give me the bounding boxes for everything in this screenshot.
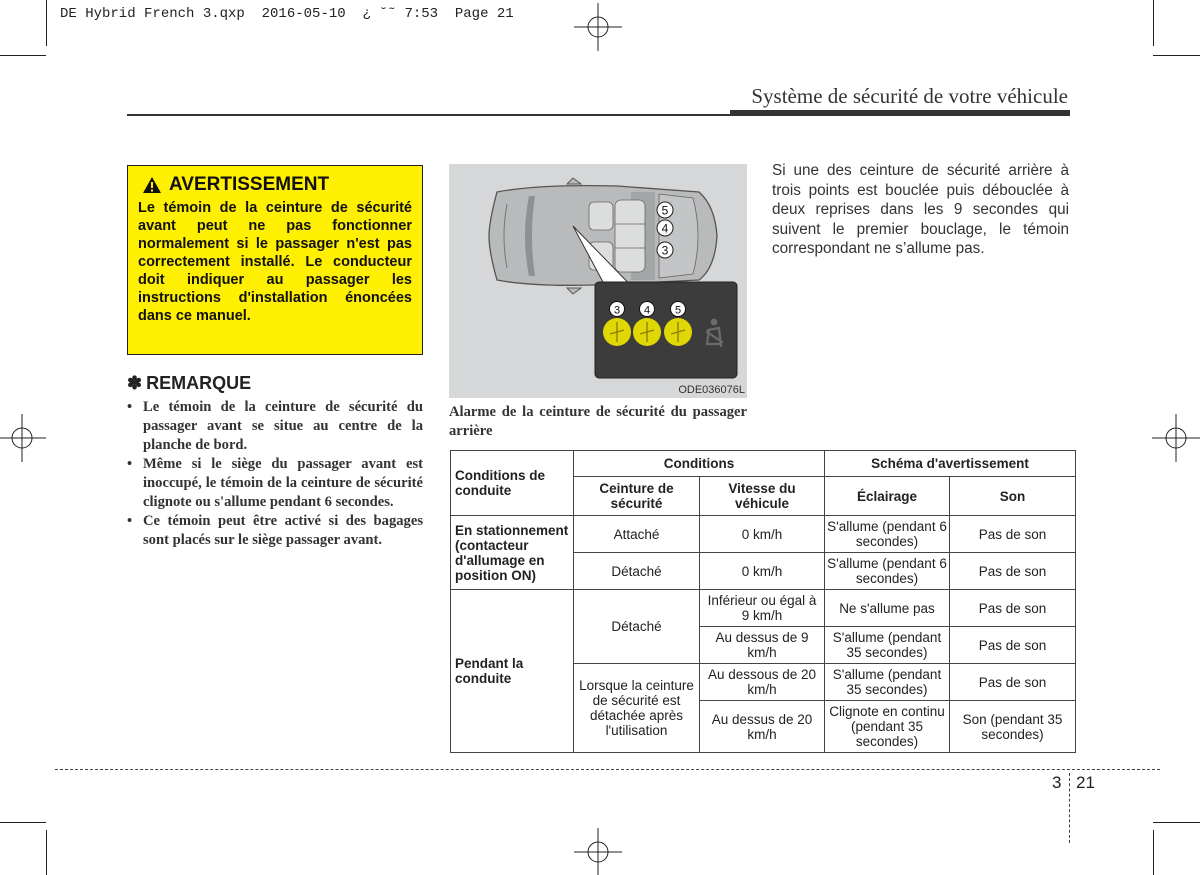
cell-light: S'allume (pendant 6 secondes) xyxy=(825,553,950,590)
cell-light: S'allume (pendant 35 secondes) xyxy=(825,664,950,701)
figure-code: ODE036076L xyxy=(678,384,745,396)
cell-belt: Lorsque la ceinture de sécurité est détachée après l'utilisation xyxy=(574,664,700,753)
crop-mark-top-left-v xyxy=(46,0,47,46)
indicator-label-5: 5 xyxy=(674,304,682,317)
seat-label-4: 4 xyxy=(661,221,669,236)
remark-heading xyxy=(127,373,251,394)
cell-speed: Au dessous de 20 km/h xyxy=(700,664,825,701)
crop-mark-top-right-v xyxy=(1153,0,1154,46)
header-driving-conditions: Conditions de conduite xyxy=(451,451,574,516)
crop-mark-bottom-left-v xyxy=(46,830,47,875)
crop-mark-top-left-h xyxy=(0,55,46,56)
footer-dashed-divider xyxy=(1069,773,1070,843)
registration-target-right-icon xyxy=(1152,414,1200,462)
body-paragraph: Si une des ceinture de sécurité arrière à trois points est bouclée puis débouclée à deux reprises dans les 9 secondes qui suivent le premier bouclage, le témoin correspondant ne s’allume pas. xyxy=(772,162,1069,257)
seat-label-3: 3 xyxy=(661,243,669,258)
cell-speed: Inférieur ou égal à 9 km/h xyxy=(700,590,825,627)
cell-speed: Au dessus de 20 km/h xyxy=(700,701,825,753)
cell-speed: 0 km/h xyxy=(700,553,825,590)
chapter-number: 3 xyxy=(1052,773,1062,792)
indicator-label-3: 3 xyxy=(613,304,621,317)
warning-box xyxy=(127,165,423,355)
cell-light: S'allume (pendant 35 secondes) xyxy=(825,627,950,664)
cell-belt: Attaché xyxy=(574,516,700,553)
rear-belt-figure xyxy=(449,164,747,398)
warning-conditions-table xyxy=(450,450,1076,753)
crop-mark-top-right-h xyxy=(1153,55,1200,56)
header-belt: Ceinture de sécurité xyxy=(574,477,700,516)
crop-mark-bottom-right-h xyxy=(1153,822,1200,823)
cell-light: S'allume (pendant 6 secondes) xyxy=(825,516,950,553)
indicator-label-4: 4 xyxy=(643,304,651,317)
cell-light: Clignote en continu (pendant 35 secondes) xyxy=(825,701,950,753)
cell-sound: Pas de son xyxy=(950,664,1076,701)
warning-body: Le témoin de la ceinture de sécurité avant peut ne pas fonctionner normalement si le passager n'est pas correctement installé. Le conducteur doit indiquer au passager les instructions d'installation énoncées dans ce manuel. xyxy=(138,200,412,324)
page-number: 21 xyxy=(1076,773,1095,792)
remark-title: REMARQUE xyxy=(146,373,252,393)
cell-sound: Pas de son xyxy=(950,590,1076,627)
remark-asterisk-icon: ✽ xyxy=(127,373,143,393)
crop-mark-bottom-left-h xyxy=(0,822,46,823)
remark-item: • Ce témoin peut être activé si des bagages sont placés sur le siège passager avant. xyxy=(127,512,423,550)
warning-title: AVERTISSEMENT xyxy=(169,174,330,195)
indicator-panel-icon xyxy=(595,282,737,378)
footer-dashed-rule xyxy=(55,769,1160,770)
registration-target-top-icon xyxy=(574,3,622,51)
cell-sound: Pas de son xyxy=(950,516,1076,553)
cell-light: Ne s'allume pas xyxy=(825,590,950,627)
cell-sound: Son (pendant 35 secondes) xyxy=(950,701,1076,753)
remark-list xyxy=(127,398,423,550)
registration-target-bottom-icon xyxy=(574,828,622,875)
warning-triangle-icon xyxy=(142,176,162,194)
section-title: Système de sécurité de votre véhicule xyxy=(751,84,1068,108)
remark-item: • Même si le siège du passager avant est inoccupé, le témoin de la ceinture de sécurité clignote ou s'allume pendant 6 secondes. xyxy=(127,455,423,512)
group-driving: Pendant la conduite xyxy=(451,590,574,753)
warning-title-row xyxy=(142,174,412,196)
table-header-row xyxy=(451,451,1076,477)
header-conditions: Conditions xyxy=(574,451,825,477)
cell-sound: Pas de son xyxy=(950,627,1076,664)
car-top-view-illustration xyxy=(449,164,747,398)
header-rule-accent xyxy=(730,110,1070,116)
seat-label-5: 5 xyxy=(661,203,669,218)
cell-sound: Pas de son xyxy=(950,553,1076,590)
cell-belt: Détaché xyxy=(574,590,700,664)
table-row xyxy=(451,590,1076,627)
crop-mark-bottom-right-v xyxy=(1153,830,1154,875)
registration-target-left-icon xyxy=(0,414,46,462)
header-sound: Son xyxy=(950,477,1076,516)
cell-speed: 0 km/h xyxy=(700,516,825,553)
table-row xyxy=(451,516,1076,553)
group-parked: En stationnement (contacteur d'allumage en position ON) xyxy=(451,516,574,590)
cell-speed: Au dessus de 9 km/h xyxy=(700,627,825,664)
figure-caption: Alarme de la ceinture de sécurité du passager arrière xyxy=(449,404,747,439)
header-warning-scheme: Schéma d'avertissement xyxy=(825,451,1076,477)
header-light: Éclairage xyxy=(825,477,950,516)
remark-item: • Le témoin de la ceinture de sécurité du passager avant se situe au centre de la planche de bord. xyxy=(127,398,423,455)
crop-header: DE Hybrid French 3.qxp 2016-05-10 ¿ ˘˜ 7:53 Page 21 xyxy=(60,6,514,22)
header-speed: Vitesse du véhicule xyxy=(700,477,825,516)
cell-belt: Détaché xyxy=(574,553,700,590)
header-rule xyxy=(127,114,730,116)
